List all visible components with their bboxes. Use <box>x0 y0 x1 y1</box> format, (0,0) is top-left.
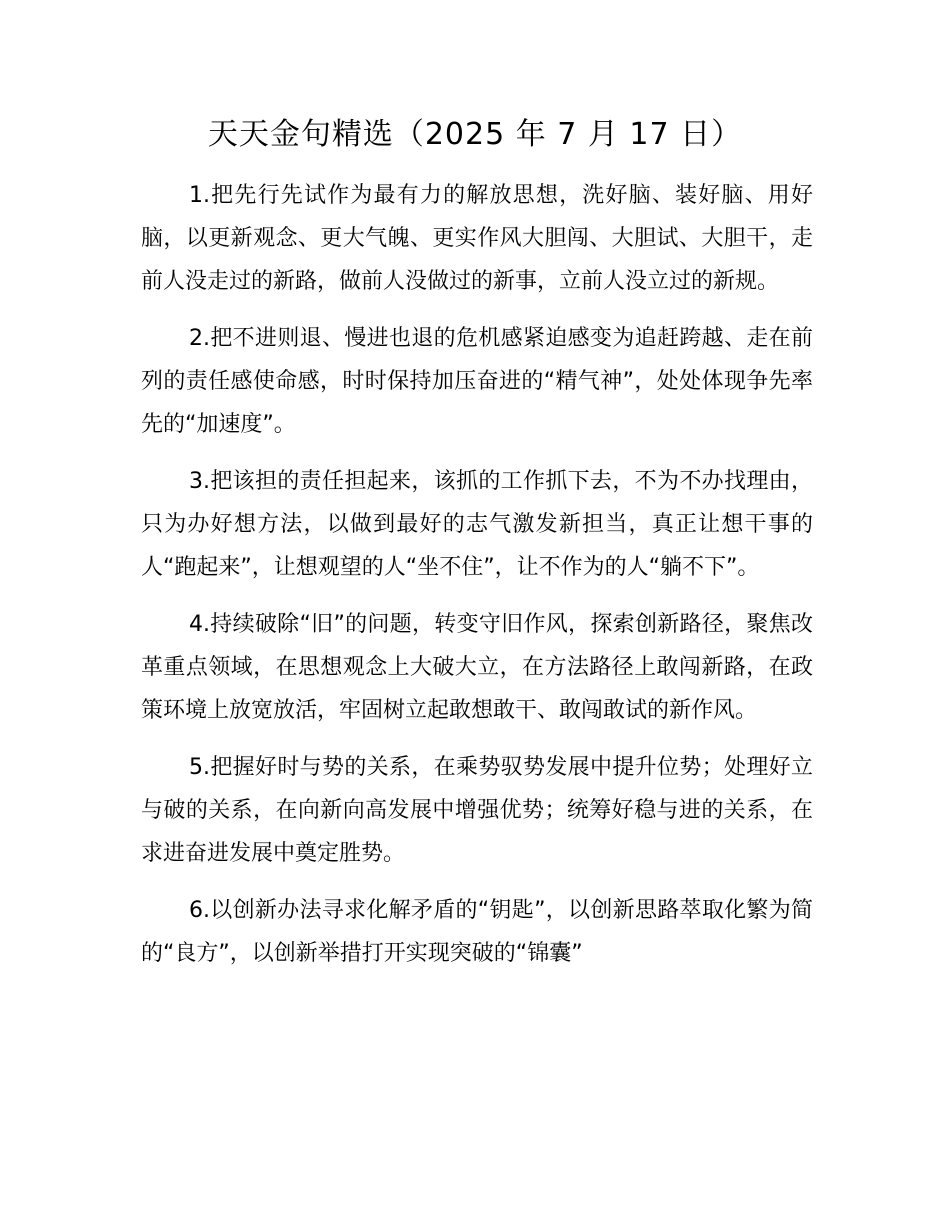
document-body <box>141 174 813 989</box>
paragraph-3: 3.把该担的责任担起来，该抓的工作抓下去，不为不办找理由，只为办好想方法，以做到最好的志气激发新担当，真正让想干事的人“跑起来”，让想观望的人“坐不住”，让不作为的人“躺不下”。 <box>141 469 813 580</box>
paragraph-1: 1.把先行先试作为最有力的解放思想，洗好脑、装好脑、用好脑，以更新观念、更大气魄、更实作风大胆闯、大胆试、大胆干，走前人没走过的新路，做前人没做过的新事，立前人没立过的新规。 <box>141 183 813 294</box>
paragraph-4: 4.持续破除“旧”的问题，转变守旧作风，探索创新路径，聚焦改革重点领域，在思想观念上大破大立，在方法路径上敢闯新路，在政策环境上放宽放活，牢固树立起敢想敢干、敢闯敢试的新作风。 <box>141 612 813 723</box>
paragraph-6: 6.以创新办法寻求化解矛盾的“钥匙”，以创新思路萃取化繁为简的“良方”，以创新举措打开实现突破的“锦囊” <box>141 898 813 966</box>
paragraph-2: 2.把不进则退、慢进也退的危机感紧迫感变为追赶跨越、走在前列的责任感使命感，时时保持加压奋进的“精气神”，处处体现争先率先的“加速度”。 <box>141 326 813 437</box>
document-title: 天天金句精选（2025 年 7 月 17 日） <box>207 117 743 152</box>
paragraph-5: 5.把握好时与势的关系，在乘势驭势发展中提升位势；处理好立与破的关系，在向新向高发展中增强优势；统筹好稳与进的关系，在求进奋进发展中奠定胜势。 <box>141 755 813 866</box>
